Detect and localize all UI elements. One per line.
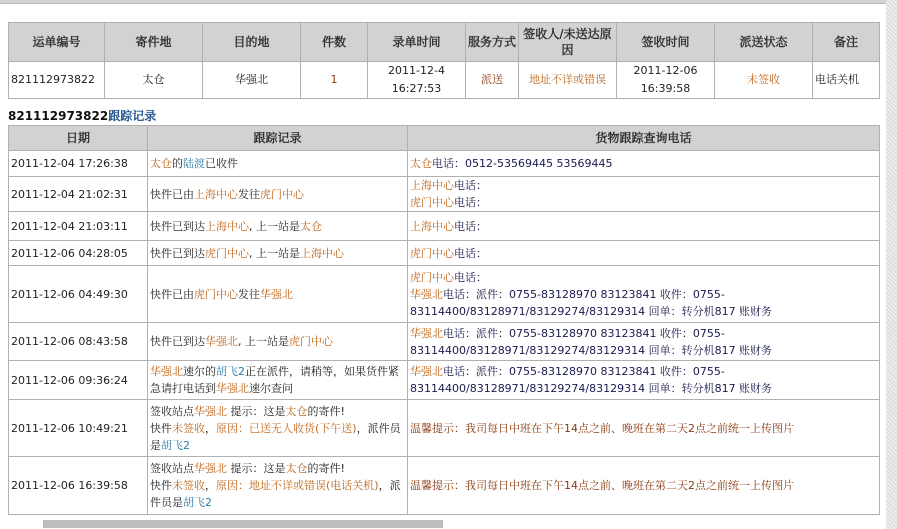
text-segment: ，派件员是	[150, 421, 401, 452]
col-waybill-no: 运单编号	[9, 23, 105, 62]
text-segment: 电话：派件：0755-83128970 83123841 收件：0755-83114400/83128971/83129274/83129314 回单：转分机817 账财务	[410, 326, 773, 357]
col-signer-reason: 签收人/未送达原因	[519, 23, 617, 62]
tracking-label: 跟踪记录	[108, 109, 157, 123]
tracking-record	[148, 212, 408, 241]
tracking-record	[148, 241, 408, 266]
tracking-date: 2011-12-04 21:03:11	[9, 212, 148, 241]
courier-name: 胡飞2	[161, 438, 190, 452]
horizontal-scrollbar[interactable]	[43, 520, 443, 528]
place-name: 太仓	[285, 462, 308, 475]
text-segment: 快件已由	[150, 187, 194, 201]
tracking-record	[148, 177, 408, 212]
text-segment: 快件已到达	[150, 219, 205, 233]
summary-data-row	[9, 62, 880, 99]
tracking-row	[9, 151, 880, 177]
place-name: 上海中心	[300, 246, 344, 260]
col-remark: 备注	[813, 23, 880, 62]
place-name: 原因：已送无人收货(下午送)	[216, 421, 357, 435]
tracking-record	[148, 361, 408, 400]
text-segment: 的	[172, 157, 183, 170]
tracking-date: 2011-12-04 21:02:31	[9, 177, 148, 212]
text-segment: 快件	[150, 421, 172, 435]
col-destination: 目的地	[203, 23, 301, 62]
text-segment: 提示：这是	[227, 462, 286, 475]
courier-name: 胡飞2	[216, 365, 245, 378]
tracking-title	[8, 107, 156, 124]
place-name: 上海中心	[410, 219, 454, 233]
place-name: 华强北	[410, 326, 443, 340]
text-segment: 温馨提示：我司每日中班在下午14点之前、晚班在第二天2点之前统一上传图片	[410, 421, 794, 435]
vertical-scrollbar[interactable]	[886, 0, 897, 529]
text-segment: 的寄件!	[307, 404, 345, 418]
col-date: 日期	[9, 126, 148, 151]
top-border	[0, 0, 886, 4]
text-segment: 提示：这是	[227, 404, 286, 418]
pieces: 1	[301, 62, 368, 99]
summary-header-row	[9, 23, 880, 62]
tracking-row	[9, 266, 880, 323]
text-segment: 快件已到达	[150, 335, 205, 348]
text-segment: 快件	[150, 479, 172, 492]
destination: 华强北	[203, 62, 301, 99]
place-name: 虎门中心	[289, 335, 333, 348]
tracking-phone	[408, 323, 880, 361]
place-name: 虎门中心	[205, 246, 249, 260]
place-name: 虎门中心	[260, 187, 304, 201]
tracking-phone	[408, 361, 880, 400]
tracking-date: 2011-12-06 10:49:21	[9, 400, 148, 457]
place-name: 华强北	[260, 287, 293, 301]
text-segment: 正在派件，请稍等，如果货件紧急请打电话到	[150, 365, 399, 395]
text-segment: 电话：派件：0755-83128970 83123841 收件：0755-83114400/83128971/83129274/83129314 回单：转分机817 账财务	[410, 287, 773, 318]
tracking-record	[148, 400, 408, 457]
text-segment: 已收件	[205, 157, 238, 170]
tracking-phone	[408, 266, 880, 323]
tracking-header-row	[9, 126, 880, 151]
tracking-number: 821112973822	[8, 109, 109, 123]
text-segment: , 上一站是	[249, 219, 300, 233]
col-origin: 寄件地	[105, 23, 203, 62]
origin: 太仓	[105, 62, 203, 99]
place-name: 太仓	[150, 157, 172, 170]
place-name: 华强北	[150, 365, 183, 378]
service: 派送	[466, 62, 519, 99]
text-segment: 速尔的	[183, 365, 216, 378]
tracking-phone	[408, 177, 880, 212]
place-name: 华强北	[194, 462, 227, 475]
col-entry-time: 录单时间	[368, 23, 466, 62]
text-segment: 发往	[238, 287, 260, 301]
place-name: 太仓	[300, 219, 322, 233]
text-segment: 电话：	[454, 196, 487, 209]
signer-reason: 地址不详或错误	[519, 62, 617, 99]
tracking-phone	[408, 241, 880, 266]
tracking-row	[9, 212, 880, 241]
place-name: 华强北	[205, 335, 238, 348]
text-segment: 电话：	[454, 179, 487, 192]
tracking-date: 2011-12-06 09:36:24	[9, 361, 148, 400]
delivery-status: 未签收	[715, 62, 813, 99]
text-segment: , 上一站是	[249, 246, 300, 260]
sign-time: 2011-12-06 16:39:58	[617, 62, 715, 99]
place-name: 原因：地址不详或错误(电话关机)	[216, 479, 379, 492]
courier-name: 胡飞2	[183, 496, 212, 509]
tracking-date: 2011-12-06 16:39:58	[9, 457, 148, 515]
tracking-date: 2011-12-04 17:26:38	[9, 151, 148, 177]
text-segment: 的寄件!	[307, 462, 345, 475]
place-name: 未签收	[172, 421, 205, 435]
text-segment: 快件已由	[150, 287, 194, 301]
tracking-date: 2011-12-06 04:28:05	[9, 241, 148, 266]
tracking-record	[148, 323, 408, 361]
waybill-no: 821112973822	[9, 62, 105, 99]
tracking-row	[9, 323, 880, 361]
place-name: 华强北	[410, 365, 443, 378]
tracking-row	[9, 361, 880, 400]
text-segment: ，派件员是	[150, 479, 401, 509]
tracking-phone	[408, 457, 880, 515]
place-name: 虎门中心	[410, 246, 454, 260]
tracking-date: 2011-12-06 08:43:58	[9, 323, 148, 361]
place-name: 上海中心	[205, 219, 249, 233]
tracking-phone	[408, 400, 880, 457]
tracking-record	[148, 266, 408, 323]
text-segment: 电话：	[454, 219, 487, 233]
text-segment: ，	[205, 421, 216, 435]
text-segment: 发往	[238, 187, 260, 201]
text-segment: 电话：派件：0755-83128970 83123841 收件：0755-83114400/83128971/83129274/83129314 回单：转分机817 账财务	[410, 365, 773, 395]
place-name: 华强北	[410, 287, 443, 301]
col-pieces: 件数	[301, 23, 368, 62]
col-delivery-status: 派送状态	[715, 23, 813, 62]
col-sign-time: 签收时间	[617, 23, 715, 62]
place-name: 未签收	[172, 479, 205, 492]
tracking-record	[148, 457, 408, 515]
waybill-summary-table	[8, 22, 880, 99]
tracking-record	[148, 151, 408, 177]
place-name: 上海中心	[194, 187, 238, 201]
text-segment: 电话：	[454, 270, 487, 284]
text-segment: ，	[205, 479, 216, 492]
tracking-table	[8, 125, 880, 515]
col-service: 服务方式	[466, 23, 519, 62]
courier-name: 陆渡	[183, 157, 205, 170]
tracking-phone	[408, 151, 880, 177]
text-segment: 电话：0512-53569445 53569445	[432, 157, 613, 170]
place-name: 虎门中心	[194, 287, 238, 301]
entry-time: 2011-12-4 16:27:53	[368, 62, 466, 99]
place-name: 太仓	[410, 157, 432, 170]
tracking-date: 2011-12-06 04:49:30	[9, 266, 148, 323]
place-name: 上海中心	[410, 179, 454, 192]
remark: 电话关机	[813, 62, 880, 99]
tracking-row	[9, 400, 880, 457]
place-name: 太仓	[285, 404, 308, 418]
text-segment: 速尔查问	[249, 382, 293, 395]
text-segment: 快件已到达	[150, 246, 205, 260]
text-segment: 签收站点	[150, 462, 194, 475]
tracking-row	[9, 177, 880, 212]
tracking-row	[9, 241, 880, 266]
col-record: 跟踪记录	[148, 126, 408, 151]
text-segment: 电话：	[454, 246, 487, 260]
tracking-row	[9, 457, 880, 515]
text-segment: 签收站点	[150, 404, 194, 418]
place-name: 虎门中心	[410, 196, 454, 209]
text-segment: 温馨提示：我司每日中班在下午14点之前、晚班在第二天2点之前统一上传图片	[410, 479, 794, 492]
place-name: 华强北	[216, 382, 249, 395]
col-phone: 货物跟踪查询电话	[408, 126, 880, 151]
text-segment: , 上一站是	[238, 335, 289, 348]
place-name: 虎门中心	[410, 270, 454, 284]
tracking-phone	[408, 212, 880, 241]
place-name: 华强北	[194, 404, 227, 418]
